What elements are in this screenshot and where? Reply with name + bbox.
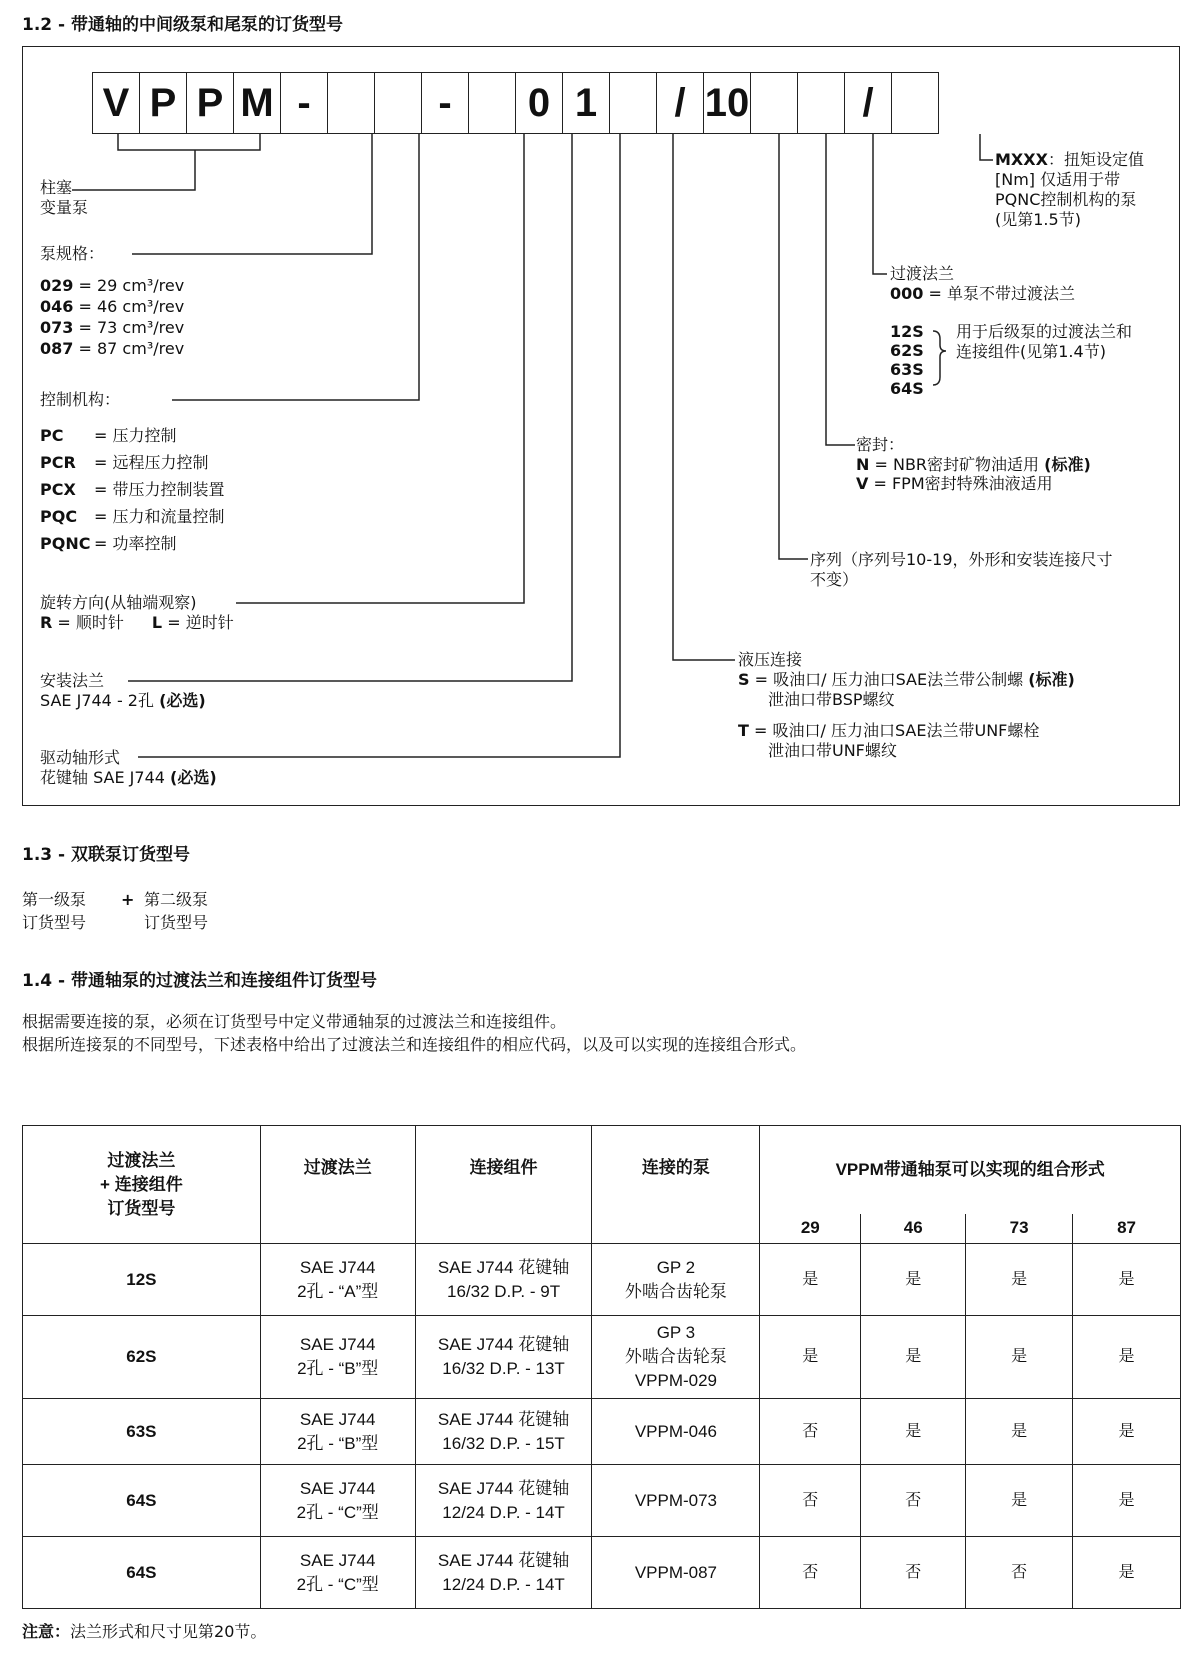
cell-line: 2孔 - “A”型 [297,1281,379,1301]
control-text: = 带压力控制装置 [94,480,225,499]
series-line: 不变） [810,570,859,589]
combo-cell: 是 [861,1244,966,1316]
mount-value [40,691,206,711]
cell-line: 16/32 D.P. - 13T [442,1359,565,1378]
control-code: PCR [40,453,76,472]
section-1-3-title: 1.3 - 双联泵订货型号 [22,845,191,865]
cell-line: 16/32 D.P. - 9T [447,1281,561,1301]
code-cell: P [186,72,234,134]
row-adapter [260,1399,415,1465]
control-code: PC [40,426,64,445]
rotation-title: 旋转方向(从轴端观察) [40,593,197,612]
cell-line: SAE J744 [299,1335,376,1354]
mount-required: (必选) [159,691,206,710]
mxxx-line: PQNC控制机构的泵 [995,190,1137,209]
code-cell: 1 [562,72,610,134]
mount-value-text: SAE J744 - 2孔 [40,691,154,710]
adapter-code: 62S [890,341,924,360]
adapter-code-list [890,322,924,398]
adapter-code: 64S [890,379,924,398]
rotation-l-code: L [151,613,163,632]
combo-cell: 是 [1073,1537,1181,1609]
combo-cell: 是 [966,1465,1073,1537]
size-title: 泵规格： [40,244,105,263]
second-order-code-label: 订货型号 [144,913,209,932]
header-adapter: 过渡法兰 [260,1126,415,1244]
section-1-4-paragraph: 根据需要连接的泵，必须在订货型号中定义带通轴泵的过渡法兰和连接组件。 [22,1012,567,1031]
mxxx-line: [Nm] 仅适用于带 [995,170,1121,189]
combo-cell: 是 [760,1316,861,1399]
combo-cell: 否 [861,1537,966,1609]
shaft-title: 驱动轴形式 [40,748,121,767]
control-item [40,449,225,476]
control-item [40,503,225,530]
combo-cell: 否 [861,1465,966,1537]
cell-line: VPPM-073 [634,1490,718,1510]
section-1-2-title: 1.2 - 带通轴的中间级泵和尾泵的订货型号 [22,15,344,35]
adapter-combination-table [22,1125,1181,1609]
header-line: 过渡法兰 [107,1150,176,1170]
combo-cell: 是 [760,1244,861,1316]
adapter-desc [956,322,1132,362]
size-text: = 29 cm³/rev [73,276,185,295]
mxxx-code: MXXX [995,150,1048,169]
header-combinations: VPPM带通轴泵可以实现的组合形式 [760,1126,1181,1214]
combo-cell: 是 [861,1399,966,1465]
combo-cell: 是 [966,1316,1073,1399]
hydraulic-t [738,721,1039,741]
header-line: + 连接组件 [100,1174,183,1194]
row-kit [415,1537,592,1609]
header-kit: 连接组件 [415,1126,592,1244]
table-row [23,1399,1181,1465]
cell-line: SAE J744 花键轴 [437,1335,570,1354]
code-cell: - [280,72,328,134]
cell-line: 12/24 D.P. - 14T [442,1574,565,1594]
header-order-code [23,1126,261,1244]
code-cell: 0 [515,72,563,134]
row-kit [415,1244,592,1316]
section-1-4-paragraph: 根据所连接泵的不同型号，下述表格中给出了过渡法兰和连接组件的相应代码，以及可以实现的连接组合形式。 [22,1035,807,1054]
footnote-label: 注意： [22,1622,71,1641]
rotation-r-code: R [40,613,53,632]
mxxx-line: ：扭矩设定值 [1047,150,1144,169]
combo-cell: 否 [760,1537,861,1609]
header-pump: 连接的泵 [592,1126,760,1244]
cell-line: 2孔 - “C”型 [296,1502,379,1522]
row-kit [415,1465,592,1537]
size-code: 046 [40,297,74,316]
code-cell: M [233,72,281,134]
seal-n-code: N [856,455,870,474]
cell-line: SAE J744 [299,1478,376,1498]
footnote [22,1622,266,1642]
cell-line: 外啮合齿轮泵 [624,1347,727,1366]
rotation-options [40,613,234,633]
rotation-l-text: = 逆时针 [162,613,234,632]
size-text: = 87 cm³/rev [73,339,185,358]
hydraulic-s [738,670,1075,690]
combo-cell: 否 [760,1399,861,1465]
size-item [40,338,184,359]
mxxx-line: (见第1.5节) [995,210,1081,229]
code-cell: / [844,72,892,134]
row-code: 63S [23,1399,261,1465]
header-line: 订货型号 [107,1198,176,1218]
size-header: 29 [760,1214,861,1244]
row-code: 12S [23,1244,261,1316]
combo-cell: 是 [966,1244,1073,1316]
combo-cell: 是 [1073,1399,1181,1465]
size-item [40,296,184,317]
control-code: PCX [40,480,76,499]
cell-line: 2孔 - “B”型 [297,1359,379,1378]
control-title: 控制机构： [40,390,121,409]
adapter-desc-line: 用于后级泵的过渡法兰和 [956,322,1133,341]
hydraulic-s-standard: (标准) [1028,670,1075,689]
cell-line: SAE J744 花键轴 [437,1478,570,1498]
cell-line: VPPM-029 [634,1371,718,1390]
adapter-code: 12S [890,322,924,341]
cell-line: GP 3 [656,1323,696,1342]
size-header: 73 [966,1214,1073,1244]
row-kit [415,1399,592,1465]
rotation-r-text: = 顺时针 [52,613,124,632]
control-list [40,422,225,557]
cell-line: SAE J744 花键轴 [437,1409,570,1429]
seal-n [856,455,1091,475]
hydraulic-t-text: = 吸油口/ 压力油口SAE法兰带UNF螺栓 [748,721,1040,740]
row-pump [592,1399,760,1465]
seal-n-standard: (标准) [1044,455,1091,474]
hydraulic-title: 液压连接 [738,650,803,669]
control-item [40,530,225,557]
cell-line: VPPM-087 [634,1562,718,1582]
combo-cell: 是 [1073,1244,1181,1316]
code-cell: P [139,72,187,134]
control-code: PQNC [40,534,91,553]
series-line: 序列（序列号10-19，外形和安装连接尺寸 [810,550,1113,569]
table-row [23,1465,1181,1537]
cell-line: SAE J744 [299,1550,376,1570]
table-header-row [23,1126,1181,1214]
cell-line: GP 2 [656,1257,696,1277]
combo-cell: 是 [1073,1465,1181,1537]
adapter-code: 63S [890,360,924,379]
table-row [23,1316,1181,1399]
shaft-value-text: 花键轴 SAE J744 [40,768,165,787]
control-text: = 远程压力控制 [94,453,209,472]
control-code: PQC [40,507,78,526]
seal-v-text: = FPM密封特殊油液适用 [868,474,1053,493]
table-row [23,1537,1181,1609]
hydraulic-s-code: S [738,670,750,689]
row-adapter [260,1537,415,1609]
adapter-000 [890,284,1075,304]
combo-cell: 是 [966,1399,1073,1465]
size-list [40,275,184,359]
row-pump [592,1316,760,1399]
shaft-value [40,768,217,788]
code-cell: V [92,72,140,134]
cell-line: 2孔 - “B”型 [297,1433,379,1453]
combo-cell: 是 [1073,1316,1181,1399]
row-pump [592,1537,760,1609]
adapter-000-code: 000 [890,284,924,303]
row-adapter [260,1316,415,1399]
row-adapter [260,1465,415,1537]
mxxx-note [995,150,1144,230]
shaft-required: (必选) [170,768,217,787]
hydraulic-s-text: = 吸油口/ 压力油口SAE法兰带公制螺 [749,670,1029,689]
cell-line: SAE J744 花键轴 [437,1550,570,1570]
pump-type-label [40,178,88,218]
mount-title: 安装法兰 [40,671,105,690]
size-text: = 46 cm³/rev [73,297,185,316]
row-adapter [260,1244,415,1316]
row-pump [592,1244,760,1316]
plus-sign: + [121,890,135,909]
seal-v [856,474,1053,494]
table-row [23,1244,1181,1316]
size-code: 087 [40,339,74,358]
hydraulic-t-code: T [738,721,749,740]
first-stage-label: 第一级泵 [22,890,87,909]
series-note [810,550,1113,590]
row-code: 64S [23,1465,261,1537]
size-item [40,275,184,296]
section-1-4-title: 1.4 - 带通轴泵的过渡法兰和连接组件订货型号 [22,971,378,991]
combo-cell: 是 [861,1316,966,1399]
combo-cell: 否 [760,1465,861,1537]
code-cell: - [421,72,469,134]
size-item [40,317,184,338]
footnote-text: 法兰形式和尺寸见第20节。 [70,1622,267,1641]
control-text: = 压力和流量控制 [94,507,225,526]
seal-v-code: V [856,474,869,493]
row-kit [415,1316,592,1399]
second-stage-label: 第二级泵 [144,890,209,909]
size-header: 87 [1073,1214,1181,1244]
seal-n-text: = NBR密封矿物油适用 [869,455,1045,474]
cell-line: VPPM-046 [634,1421,718,1441]
size-text: = 73 cm³/rev [73,318,185,337]
code-cell: / [656,72,704,134]
size-code: 073 [40,318,74,337]
size-header: 46 [861,1214,966,1244]
row-code: 62S [23,1316,261,1399]
cell-line: SAE J744 [299,1257,376,1277]
adapter-000-text: = 单泵不带过渡法兰 [923,284,1075,303]
row-pump [592,1465,760,1537]
control-item [40,422,225,449]
cell-line: 外啮合齿轮泵 [624,1281,727,1301]
pump-type-line: 柱塞 [40,178,73,197]
control-text: = 压力控制 [94,426,177,445]
cell-line: 12/24 D.P. - 14T [442,1502,565,1522]
pump-type-line: 变量泵 [40,198,89,217]
hydraulic-s-line2: 泄油口带BSP螺纹 [768,690,895,709]
cell-line: SAE J744 [299,1409,376,1429]
adapter-title: 过渡法兰 [890,264,955,283]
control-text: = 功率控制 [94,534,177,553]
row-code: 64S [23,1537,261,1609]
adapter-desc-line: 连接组件(见第1.4节) [956,342,1106,361]
cell-line: SAE J744 花键轴 [437,1257,570,1277]
hydraulic-t-line2: 泄油口带UNF螺纹 [768,741,897,760]
size-code: 029 [40,276,74,295]
first-order-code-label: 订货型号 [22,913,87,932]
control-item [40,476,225,503]
combo-cell: 否 [966,1537,1073,1609]
cell-line: 2孔 - “C”型 [296,1574,379,1594]
code-cell: 10 [703,72,751,134]
cell-line: 16/32 D.P. - 15T [442,1433,565,1453]
seal-title: 密封： [856,435,905,454]
